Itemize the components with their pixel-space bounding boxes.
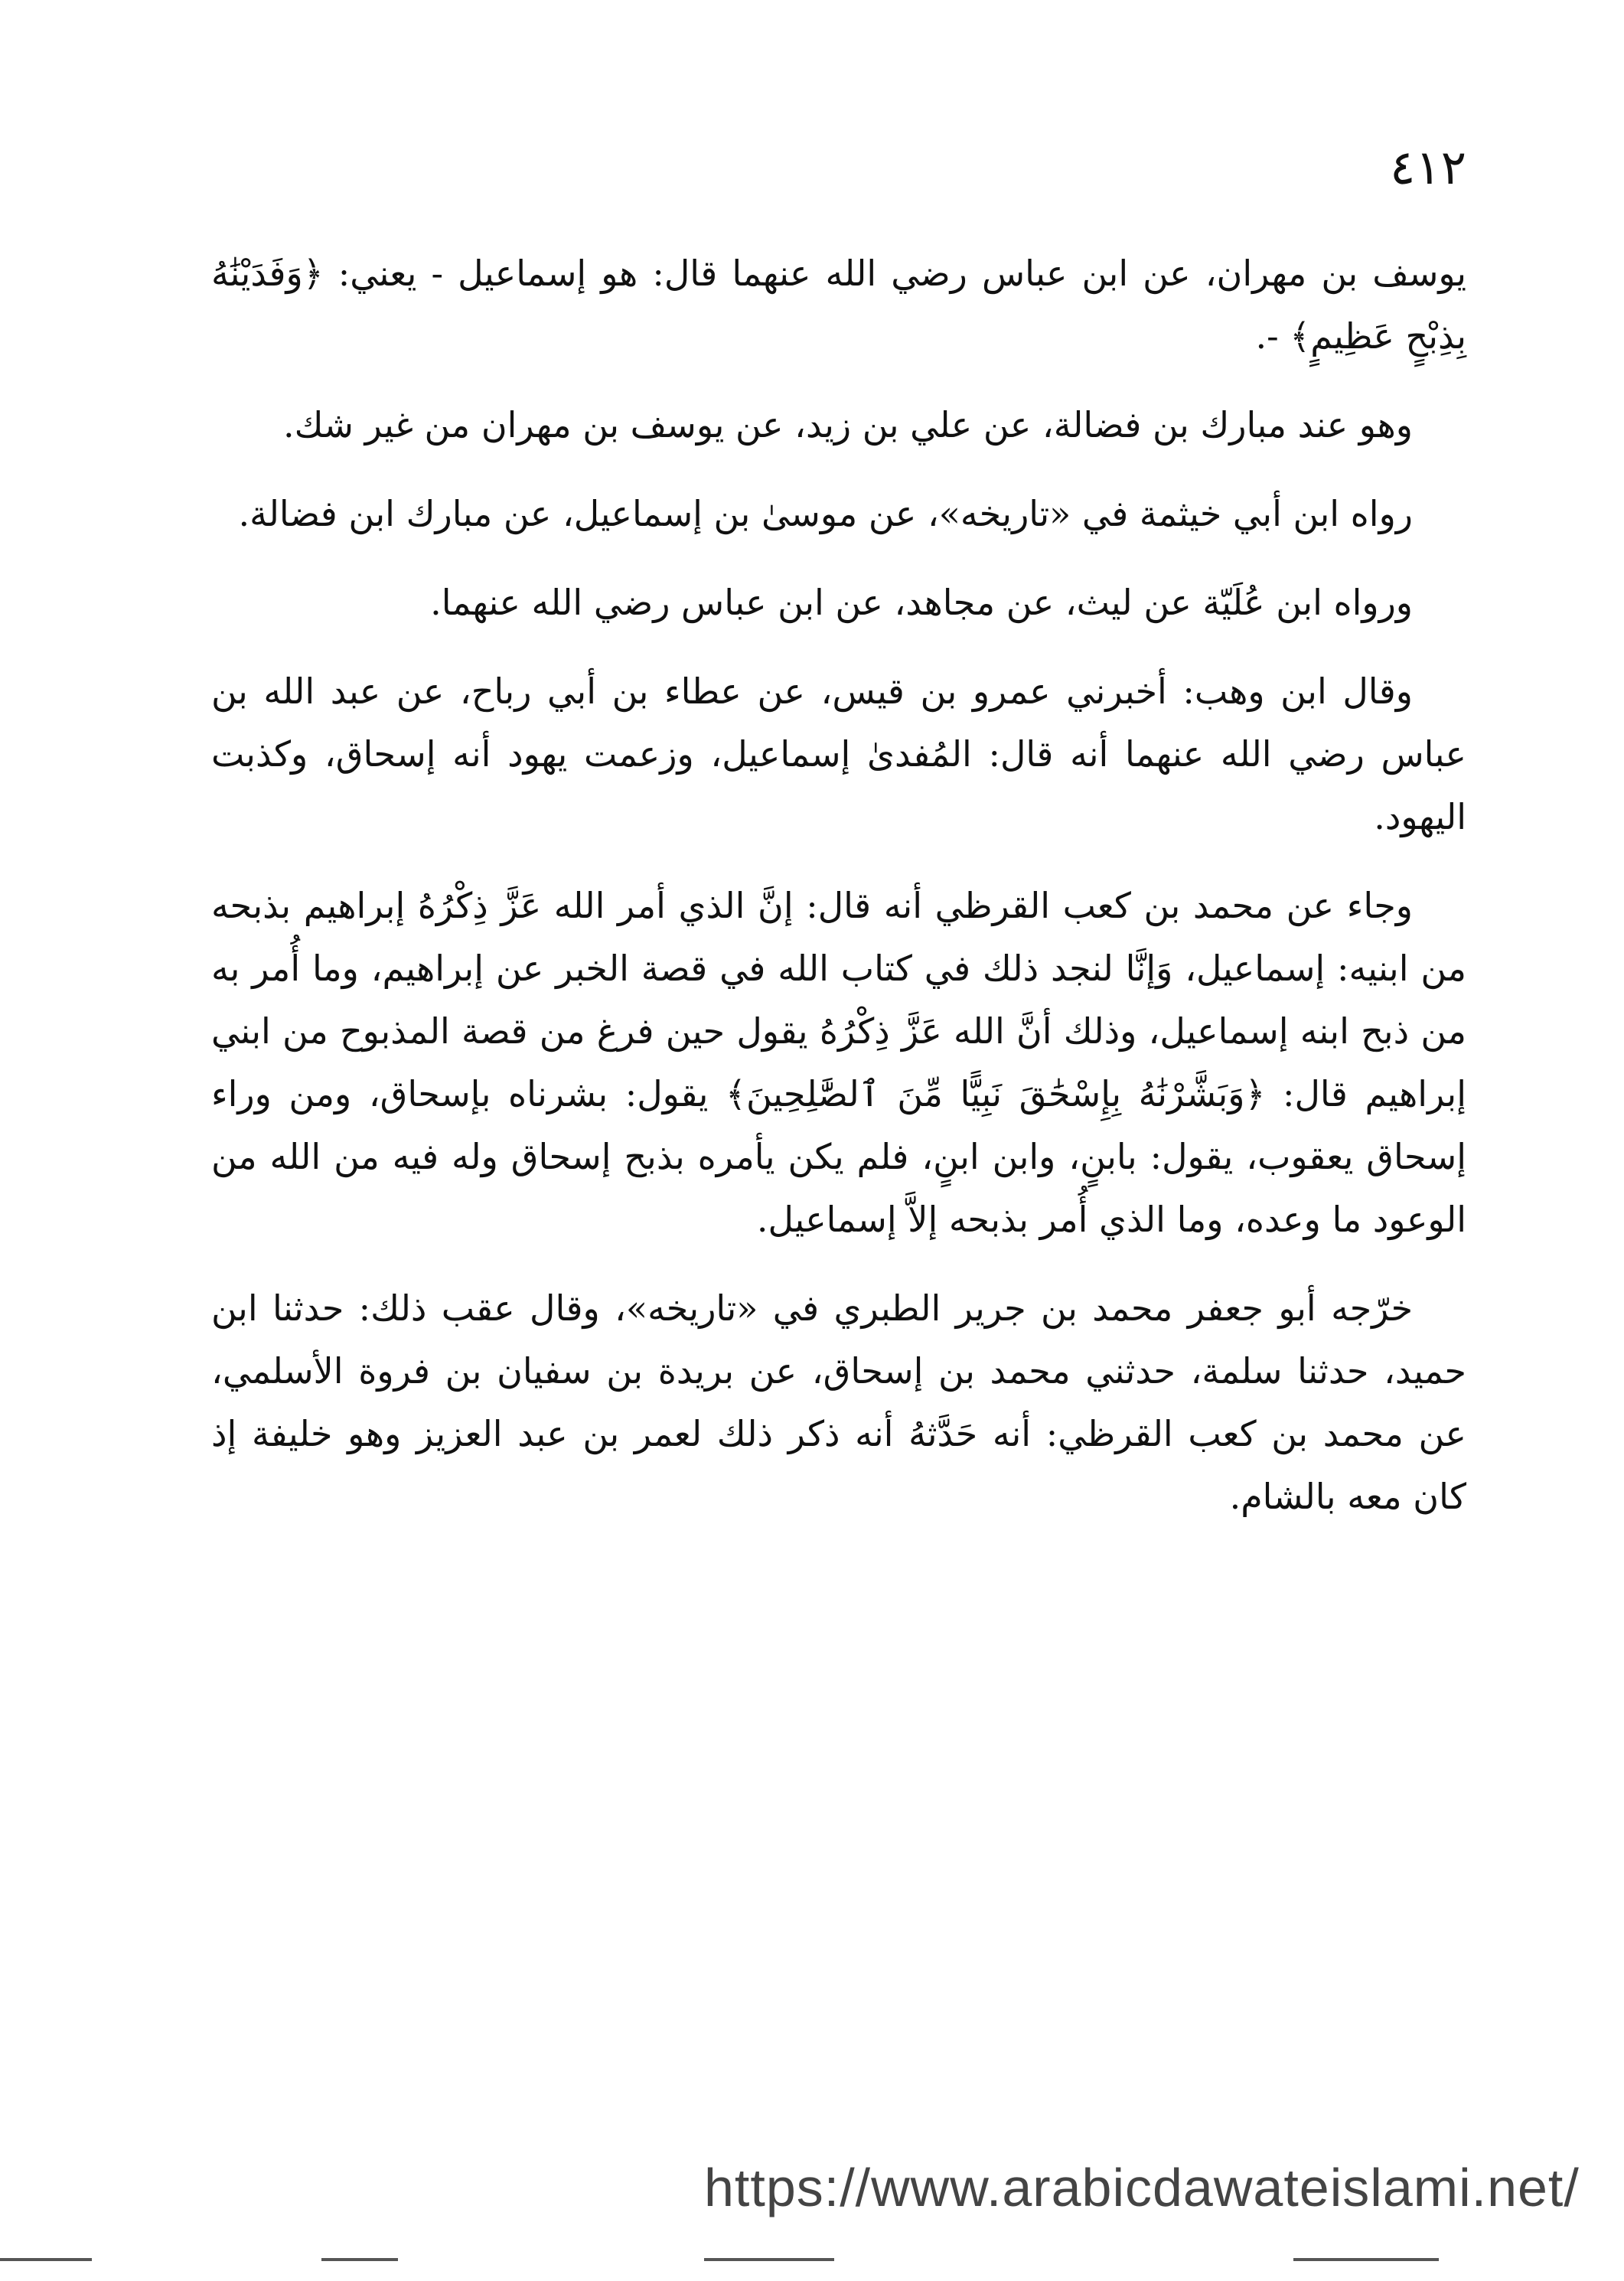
paragraph-3: رواه ابن أبي خيثمة في «تاريخه»، عن موسىٰ بن إسماعيل، عن مبارك ابن فضالة. bbox=[238, 493, 1413, 534]
paragraph-2: وهو عند مبارك بن فضالة، عن علي بن زيد، عن يوسف بن مهران من غير شك. bbox=[283, 404, 1413, 445]
scan-artifact-line bbox=[321, 2258, 398, 2261]
paragraph-7: خرّجه أبو جعفر محمد بن جرير الطبري في «تاريخه»، وقال عقب ذلك: حدثنا ابن حميد، حدثنا سلمة، حدثني محمد بن إسحاق، عن بريدة بن سفيان بن فروة الأسلمي، عن محمد بن كعب القرظي: أنه حَدَّثهُ أنه ذكر ذلك لعمر بن عبد العزيز وهو خليفة إذ كان معه بالشام. bbox=[211, 1287, 1466, 1517]
paragraph-4: ورواه ابن عُلَيّة عن ليث، عن مجاهد، عن ابن عباس رضي الله عنهما. bbox=[430, 582, 1413, 623]
paragraph-5: وقال ابن وهب: أخبرني عمرو بن قيس، عن عطاء بن أبي رباح، عن عبد الله بن عباس رضي الله عنهما أنه قال: المُفدىٰ إسماعيل، وزعمت يهود أنه إسحاق، وكذبت اليهود. bbox=[211, 671, 1466, 837]
paragraph-1: يوسف بن مهران، عن ابن عباس رضي الله عنهما قال: هو إسماعيل - يعني: ﴿وَفَدَيْنَٰهُ بِذِبْحٍ عَظِيمٍ﴾ -. bbox=[211, 253, 1466, 357]
scan-artifact-line bbox=[704, 2258, 834, 2261]
paragraph-6: وجاء عن محمد بن كعب القرظي أنه قال: إنَّ الذي أمر الله عَزَّ ذِكْرُهُ إبراهيم بذبحه من ابنيه: إسماعيل، وَإنَّا لنجد ذلك في كتاب الله في قصة الخبر عن إبراهيم، وما أُمر به من ذبح ابنه إسماعيل، وذلك أنَّ الله عَزَّ ذِكْرُهُ يقول حين فرغ من قصة المذبوح من ابني إبراهيم قال: ﴿وَبَشَّرْنَٰهُ بِإِسْحَٰقَ نَبِيًّا مِّنَ ٱلصَّٰلِحِينَ﴾ يقول: بشرناه بإسحاق، ومن وراء إسحاق يعقوب، يقول: بابنٍ، وابن ابنٍ، فلم يكن يأمره بذبح إسحاق وله فيه من الله من الوعود ما وعده، وما الذي أُمر بذبحه إلاَّ إسماعيل. bbox=[211, 885, 1466, 1240]
website-watermark: https://www.arabicdawateislami.net/ bbox=[704, 2158, 1580, 2217]
main-text bbox=[211, 242, 1466, 1554]
page-number: ٤١٢ bbox=[1390, 139, 1466, 195]
scan-artifact-line bbox=[0, 2258, 92, 2261]
scan-artifact-line bbox=[1293, 2258, 1439, 2261]
